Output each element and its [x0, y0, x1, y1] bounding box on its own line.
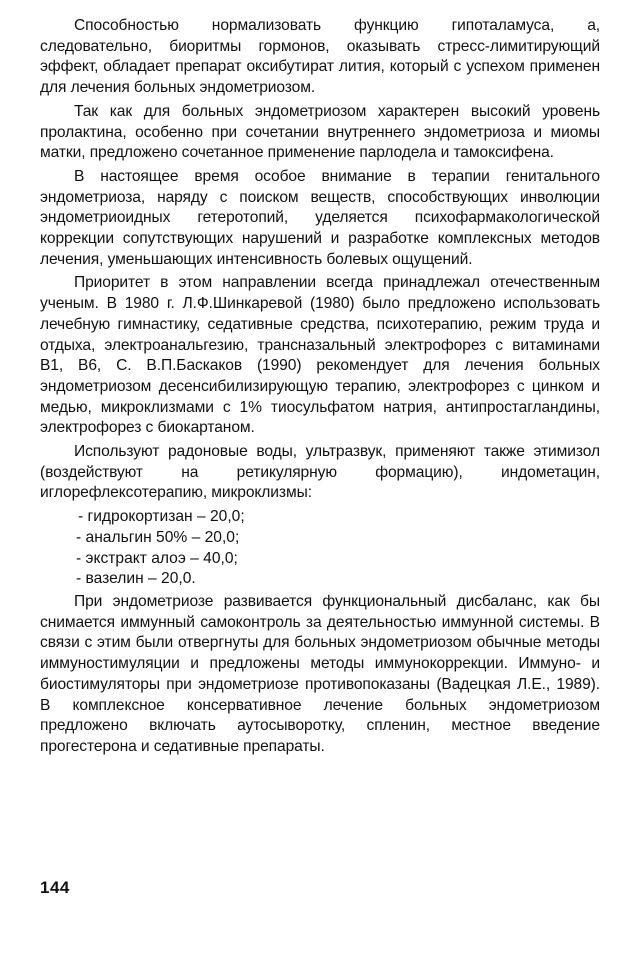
- list-item: - экстракт алоэ – 40,0;: [76, 549, 238, 567]
- page-number: 144: [40, 878, 70, 897]
- list-item: - вазелин – 20,0.: [76, 570, 196, 588]
- paragraph-psychopharmacology: В настоящее время особое внимание в терапии генитального эндометриоза, наряду с поиском веществ, способствующих инволюции эндометриоидных гетеротопий, уделяется психофармакологической коррекции сопутствующих нарушений и разработке комплексных методов лечения, уменьшающих интенсивность болевых ощущений.: [40, 167, 600, 268]
- paragraph-priority: Приоритет в этом направлении всегда принадлежал отечественным ученым. В 1980 г. Л.Ф.Шинкаревой (1980) было предложено использовать лечебную гимнастику, седативные средства, психотерапию, режим труда и отдыха, электроанальгезию, трансназальный электрофорез с витаминами В1, В6, С. В.П.Баскаков (1990) рекомендует для лечения больных эндометриозом десенсибилизирующую терапию, электрофорез с цинком и медью, микроклизмами с 1% тиосульфатом натрия, антипростагландины, электрофорез с биокартаном.: [40, 274, 600, 437]
- microclysm-list: [40, 507, 600, 590]
- paragraph-immune-dysbalance: При эндометриозе развивается функциональный дисбаланс, как бы снимается иммунный самоконтроль за деятельностью иммунной системы. В связи с этим были отвергнуты для больных эндометриозом обычные методы иммуностимуляции и предложены методы иммунокоррекции. Иммуно- и биостимуляторы при эндометриозе противопоказаны (Вадецкая Л.Е., 1989). В комплексное консервативное лечение больных эндометриозом предложено включать аутосыворотку, спленин, местное введение прогестерона и седативные препараты.: [40, 592, 600, 755]
- list-item: - гидрокортизан – 20,0;: [78, 508, 245, 526]
- page-body: [40, 16, 600, 761]
- paragraph-lithium-oxybutyrate: Способностью нормализовать функцию гипоталамуса, а, следовательно, биоритмы гормонов, оказывать стресс-лимитирующий эффект, обладает препарат оксибутират лития, который с успехом применен для лечения больных эндометриозом.: [40, 17, 600, 97]
- paragraph-prolactin: Так как для больных эндометриозом характерен высокий уровень пролактина, особенно при сочетании внутреннего эндометриоза и миомы матки, предложено сочетанное применение парлодела и тамоксифена.: [40, 102, 600, 162]
- list-item: - анальгин 50% – 20,0;: [76, 528, 240, 546]
- paragraph-radon-waters: Используют радоновые воды, ультразвук, применяют также этимизол (воздействуют на ретикулярную формацию), индометацин, иглорефлексотерапию, микроклизмы:: [40, 443, 600, 502]
